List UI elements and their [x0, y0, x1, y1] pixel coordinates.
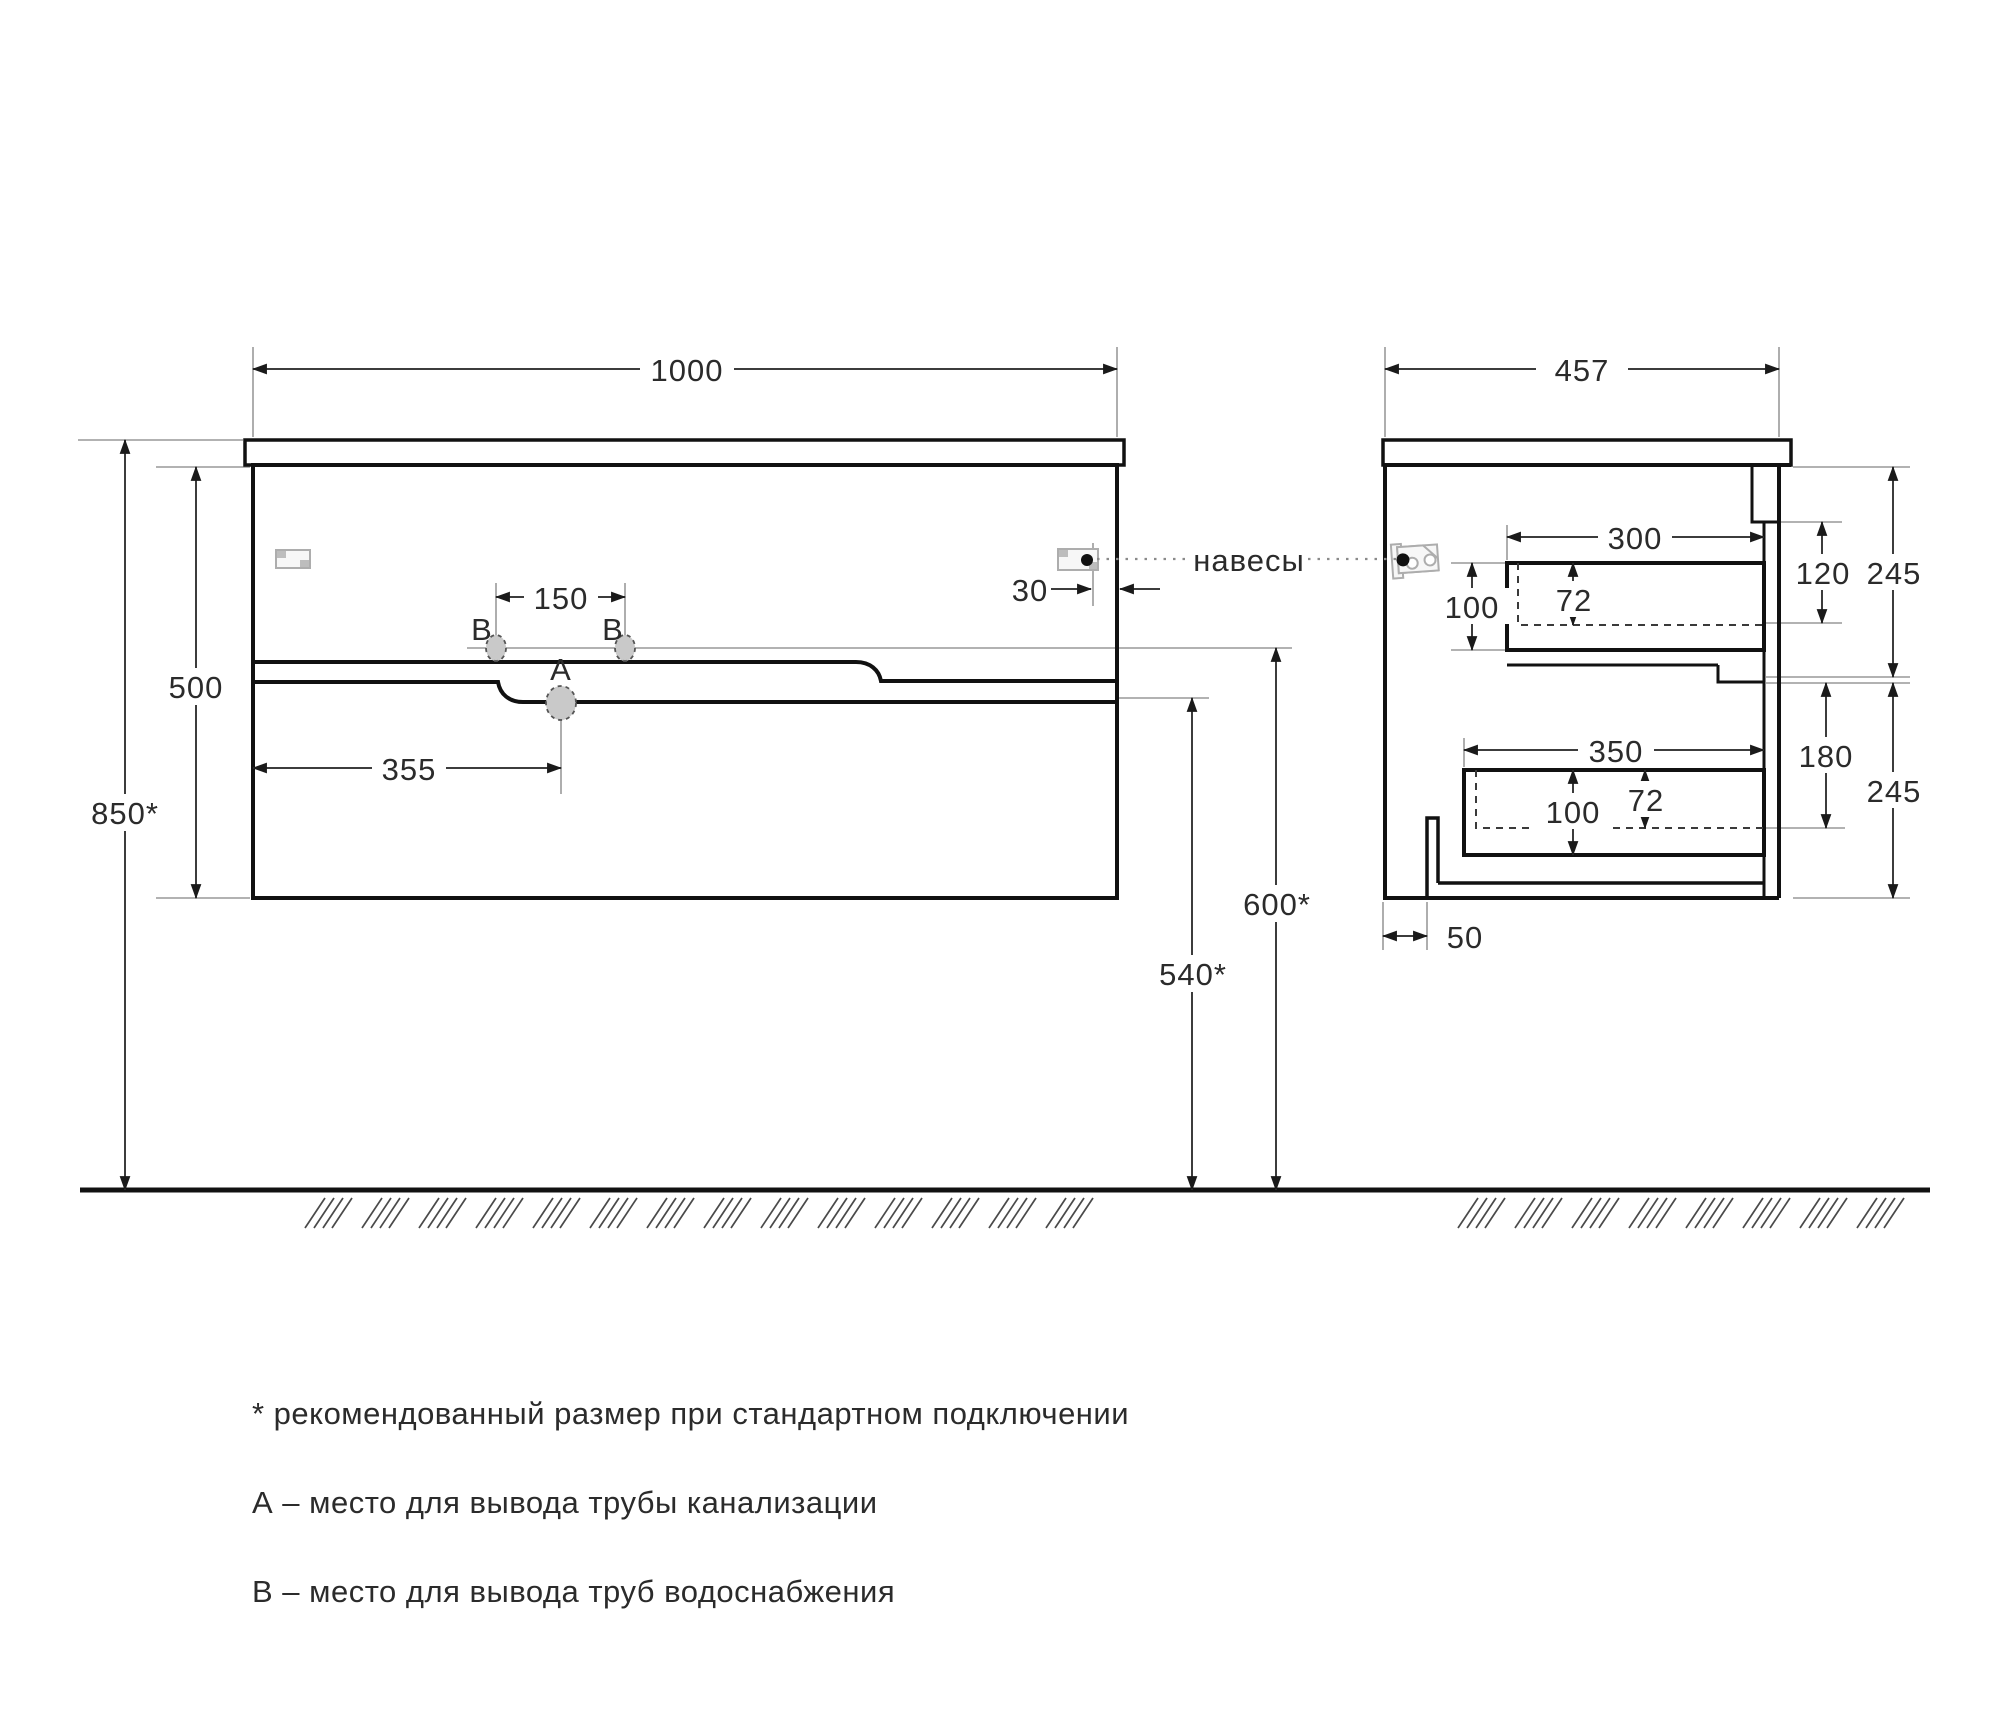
dim-bottom-section-height: 245: [1866, 774, 1922, 809]
label-supply-left: В: [471, 612, 493, 647]
bracket-mount-point: [1081, 554, 1093, 566]
side-hanger-bracket: [1391, 541, 1439, 578]
label-hangers: навесы: [1193, 543, 1305, 578]
dim-bracket-offset: 30: [1011, 573, 1049, 608]
front-left-hanger-bracket: [276, 550, 310, 568]
floor-hatching: [305, 1198, 1904, 1228]
dim-top-drawer-width: 300: [1607, 521, 1663, 556]
dim-front-width: 1000: [650, 353, 724, 388]
dim-bottom-drawer-height: 100: [1545, 795, 1601, 830]
legend-note: * рекомендованный размер при стандартном подключении: [252, 1396, 1130, 1431]
floor: [80, 1190, 1930, 1228]
front-drawer-gap-lower: [253, 682, 1117, 702]
dim-top-section-height: 245: [1866, 556, 1922, 591]
dim-supply-holes-spacing: 150: [533, 581, 589, 616]
legend-line-a: А – место для вывода трубы канализации: [252, 1485, 878, 1520]
dim-back-clearance: 50: [1446, 920, 1484, 955]
legend: [252, 1396, 1129, 1609]
dim-top-front-height: 120: [1795, 556, 1851, 591]
dim-bottom-drawer-width: 350: [1588, 734, 1644, 769]
dim-bottom-front-height: 180: [1798, 739, 1854, 774]
legend-line-b: В – место для вывода труб водоснабжения: [252, 1574, 896, 1609]
drawer-step: [1718, 650, 1764, 682]
top-rail: [1752, 465, 1779, 522]
front-view: [245, 440, 1124, 898]
bottom-drawer-box: [1464, 770, 1764, 855]
dim-top-drawer-inner: 72: [1555, 583, 1593, 618]
dim-supply-height: 600*: [1243, 887, 1311, 922]
drain-hole: [546, 686, 576, 720]
dim-drain-offset: 355: [381, 752, 437, 787]
dim-bottom-drawer-inner: 72: [1627, 783, 1665, 818]
front-right-hanger-bracket: [1058, 549, 1098, 570]
label-drain: А: [550, 652, 572, 687]
dim-top-drawer-height: 100: [1444, 590, 1500, 625]
label-supply-right: В: [602, 612, 624, 647]
dim-side-depth: 457: [1554, 353, 1610, 388]
side-countertop: [1383, 440, 1791, 465]
dim-front-body-height: 500: [168, 670, 224, 705]
front-drawer-gap-upper: [253, 662, 1117, 681]
pipe-clearance-slot: [1427, 818, 1438, 898]
dimension-labels: [80, 351, 1932, 992]
dim-drain-height: 540*: [1159, 957, 1227, 992]
top-drawer-box: [1507, 563, 1764, 650]
front-countertop: [245, 440, 1124, 465]
dim-install-height: 850*: [91, 796, 159, 831]
